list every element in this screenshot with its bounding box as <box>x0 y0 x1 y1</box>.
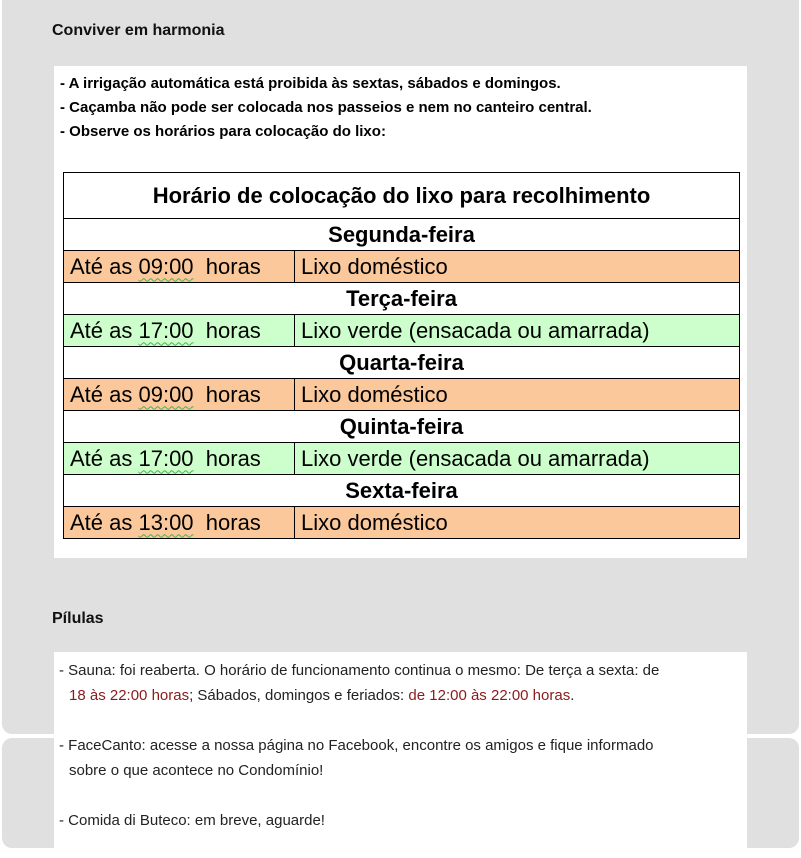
time-cell <box>64 315 295 347</box>
day-name: Segunda-feira <box>64 219 740 251</box>
day-name: Quarta-feira <box>64 347 740 379</box>
list-item-facecanto <box>59 733 739 783</box>
time-suffix: horas <box>193 317 261 343</box>
time-prefix: Até as <box>70 317 139 343</box>
day-name: Sexta-feira <box>64 475 740 507</box>
time-prefix: Até as <box>70 509 139 535</box>
schedule-day-row <box>64 283 740 315</box>
pilulas-list <box>59 658 739 858</box>
garbage-type-cell: Lixo doméstico <box>295 507 740 539</box>
time-prefix: Até as <box>70 445 139 471</box>
garbage-type-cell: Lixo verde (ensacada ou amarrada) <box>295 315 740 347</box>
time-cell <box>64 379 295 411</box>
time-value: 17:00 <box>138 317 194 343</box>
time-suffix: horas <box>193 253 261 279</box>
time-value: 09:00 <box>138 381 194 407</box>
rule-item: - Observe os horários para colocação do lixo: <box>60 123 386 140</box>
time-cell <box>64 251 295 283</box>
time-value: 17:00 <box>138 445 194 471</box>
schedule-day-row <box>64 475 740 507</box>
sauna-hours-weekend: de 12:00 às 22:00 horas <box>408 687 571 704</box>
list-item-buteco: - Comida di Buteco: em breve, aguarde! <box>59 812 325 829</box>
time-prefix: Até as <box>70 253 139 279</box>
harmonia-box <box>54 66 747 558</box>
sauna-text: - Sauna: foi reaberta. O horário de funcionamento continua o mesmo: De terça a sexta: de <box>59 662 660 679</box>
time-cell <box>64 507 295 539</box>
section-title-pilulas: Pílulas <box>52 610 104 627</box>
garbage-type-cell: Lixo doméstico <box>295 379 740 411</box>
time-value: 13:00 <box>138 509 194 535</box>
schedule-time-row <box>64 379 740 411</box>
garbage-schedule-table <box>63 172 740 539</box>
time-suffix: horas <box>193 509 261 535</box>
sauna-text: ; Sábados, domingos e feriados: <box>189 687 409 704</box>
rule-item: - Caçamba não pode ser colocada nos passeios e nem no canteiro central. <box>60 99 592 116</box>
schedule-day-row <box>64 219 740 251</box>
schedule-time-row <box>64 251 740 283</box>
facecanto-text: sobre o que acontece no Condomínio! <box>69 762 324 779</box>
pilulas-box <box>54 652 747 852</box>
schedule-time-row <box>64 507 740 539</box>
day-name: Quinta-feira <box>64 411 740 443</box>
sauna-text: . <box>570 687 575 704</box>
schedule-header-row <box>64 173 740 219</box>
schedule-day-row <box>64 347 740 379</box>
time-value: 09:00 <box>138 253 194 279</box>
time-prefix: Até as <box>70 381 139 407</box>
day-name: Terça-feira <box>64 283 740 315</box>
garbage-type-cell: Lixo verde (ensacada ou amarrada) <box>295 443 740 475</box>
facecanto-text: - FaceCanto: acesse a nossa página no Facebook, encontre os amigos e fique informado <box>59 737 654 754</box>
time-cell <box>64 443 295 475</box>
list-item-sauna <box>59 658 739 708</box>
schedule-time-row <box>64 443 740 475</box>
schedule-title: Horário de colocação do lixo para recolhimento <box>64 173 740 219</box>
section-title-harmonia: Conviver em harmonia <box>52 22 225 39</box>
time-suffix: horas <box>193 381 261 407</box>
garbage-type-cell: Lixo doméstico <box>295 251 740 283</box>
rule-item: - A irrigação automática está proibida às sextas, sábados e domingos. <box>60 75 561 92</box>
time-suffix: horas <box>193 445 261 471</box>
sauna-hours-weekday: 18 às 22:00 horas <box>69 687 190 704</box>
rules-list <box>60 72 592 144</box>
schedule-time-row <box>64 315 740 347</box>
schedule-day-row <box>64 411 740 443</box>
